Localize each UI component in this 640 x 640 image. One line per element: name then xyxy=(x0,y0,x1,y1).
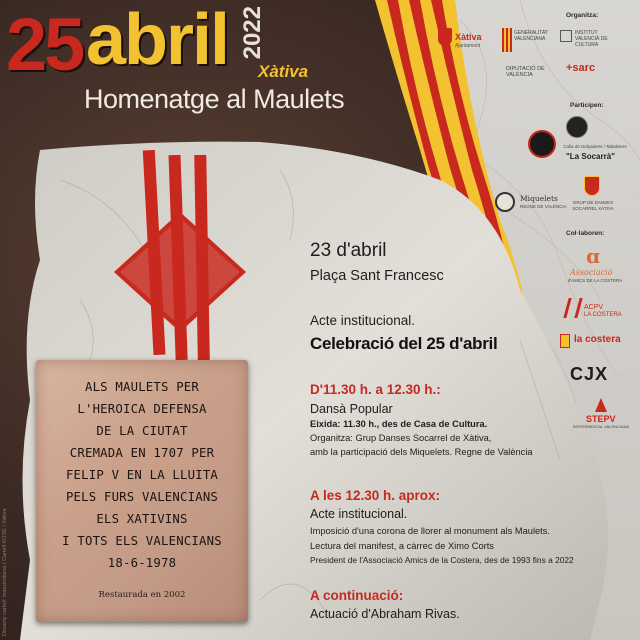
logo-diputacio: DIPUTACIÓ DE VALÈNCIA xyxy=(506,66,545,78)
block2-line2: Lectura del manifest, a càrrec de Ximo Corts xyxy=(310,541,494,551)
acpv-sub: LA COSTERA xyxy=(584,312,622,318)
miquelets-name: Miquelets xyxy=(520,194,558,203)
shield-icon xyxy=(438,28,452,46)
block1-title: Dansà Popular xyxy=(310,402,393,416)
inscription-line: DE LA CIUTAT xyxy=(96,424,188,438)
danses-emblem-icon xyxy=(584,176,600,196)
logo-xativa: Xàtiva Ajuntament xyxy=(438,24,494,58)
inscription-line: CREMADA EN 1707 PER xyxy=(69,446,215,460)
inscription-line: FELIP V EN LA LLUITA xyxy=(65,468,219,482)
header-month: abril xyxy=(86,0,229,80)
program-date: 23 d'abril xyxy=(310,240,387,261)
block2-time: A les 12.30 h. aprox: xyxy=(310,488,441,503)
stepv-name: STEPV xyxy=(586,414,616,424)
inscription-line: ALS MAULETS PER xyxy=(84,380,200,394)
acpv-name: ACPV xyxy=(584,304,604,311)
block1-org2: amb la participació dels Miquelets. Regne de València xyxy=(310,447,533,457)
miquelets-emblem-icon xyxy=(495,192,515,212)
socarra-emblem-icon xyxy=(566,116,588,138)
ivc-icon xyxy=(560,30,572,42)
block2-line1: Imposició d'una corona de llorer al monument als Maulets. xyxy=(310,526,550,536)
costera-name: la costera xyxy=(574,334,621,345)
inscription-restored: Restaurada en 2002 xyxy=(98,590,186,600)
participen-label: Participen: xyxy=(570,102,604,109)
logo-generalitat: GENERALITAT VALENCIANA xyxy=(502,26,554,56)
colaboren-label: Col·laboren: xyxy=(566,230,605,237)
socarra-name: "La Socarrà" xyxy=(566,152,615,161)
danses-name: GRUP DE DANSES SOCARREL XÀTIVA xyxy=(572,200,614,211)
block3-time: A continuació: xyxy=(310,588,404,603)
program-act-label: Acte institucional. xyxy=(310,313,416,328)
program-place: Plaça Sant Francesc xyxy=(310,268,444,284)
flag-icon xyxy=(502,28,512,52)
inscription-line: L'HEROICA DEFENSA xyxy=(77,402,207,416)
block1-org1: Organitza: Grup Danses Socarrel de Xàtiva, xyxy=(310,433,492,443)
inscription-line: I TOTS ELS VALENCIANS xyxy=(62,534,222,548)
block1-time: D'11.30 h. a 12.30 h.: xyxy=(310,382,441,397)
header-city: Xàtiva xyxy=(258,62,309,81)
organitza-label: Organitza: xyxy=(566,12,599,19)
logo-sarc: +sarc xyxy=(566,62,596,74)
design-credit: Disseny cartell: massimiliano | Cartell XOSÉ | Xàtiva xyxy=(2,508,8,636)
header-year: 2022 xyxy=(239,6,266,60)
miquelets-sub: REGNE DE VALÈNCIA xyxy=(520,204,567,209)
block2-line3: President de l'Associació Amics de la Costera, des de 1993 fins a 2022 xyxy=(310,555,574,565)
logo-institut: INSTITUT VALENCIÀ DE CULTURA xyxy=(560,26,620,56)
amics-mark-icon: ɑ xyxy=(586,244,600,268)
amics-name: Associació xyxy=(570,268,613,277)
inscription-date: 18-6-1978 xyxy=(107,556,177,570)
inscription-line: PELS FURS VALENCIANS xyxy=(65,490,219,504)
amics-sub: d'AMICS DE LA COSTERA xyxy=(567,278,623,283)
inscription-line: ELS XATIVINS xyxy=(96,512,188,526)
dolcainers-logo-icon xyxy=(528,130,556,158)
cjx-logo: CJX xyxy=(570,364,609,384)
block2-title: Acte institucional. xyxy=(310,507,408,521)
socarra-caption: Colla de Dolçainers i Tabaleters xyxy=(563,144,627,149)
block1-exit: Eixida: 11.30 h., des de Casa de Cultura. xyxy=(310,419,488,429)
header-subtitle: Homenatge al Maulets xyxy=(84,84,345,114)
program-act-title: Celebració del 25 d'abril xyxy=(310,334,498,353)
red-bars xyxy=(143,150,210,360)
header-day: 25 xyxy=(6,3,83,86)
stepv-sub: INTERSINDICAL VALENCIANA xyxy=(572,424,630,429)
block3-title: Actuació d'Abraham Rivas. xyxy=(310,607,460,621)
costera-mark-icon xyxy=(560,334,570,348)
inscription-plaque xyxy=(36,360,248,622)
